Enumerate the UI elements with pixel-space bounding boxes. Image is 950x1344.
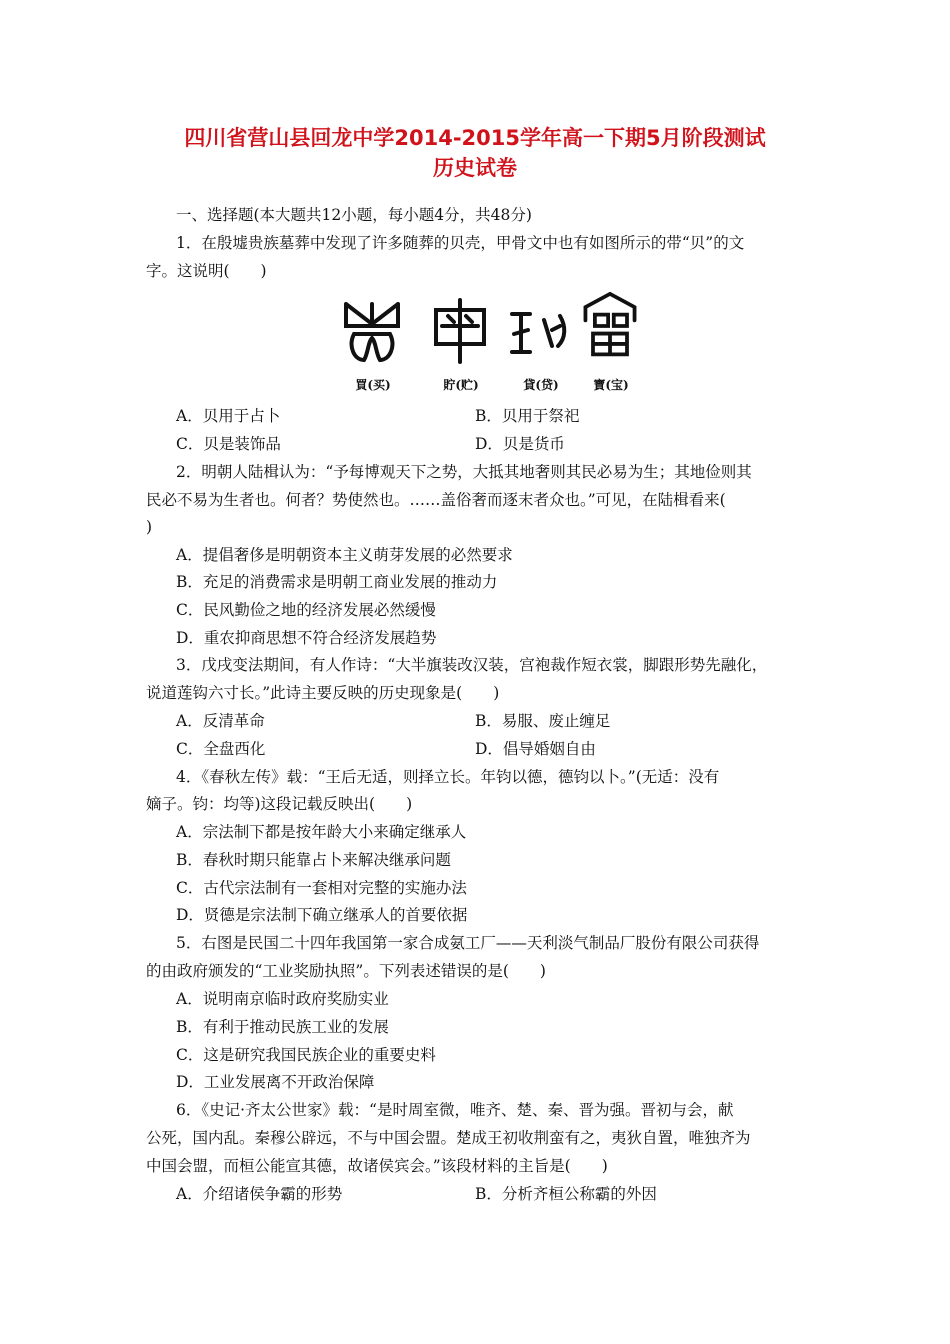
q3-option-d: D．倡导婚姻自由 bbox=[475, 740, 596, 758]
q2-option-b: B．充足的消费需求是明朝工商业发展的推动力 bbox=[176, 573, 498, 591]
figure-caption-bao: 寶(宝) bbox=[593, 378, 629, 392]
q1-option-c: C．贝是装饰品 bbox=[176, 435, 281, 453]
q5-option-d: D．工业发展离不开政治保障 bbox=[176, 1073, 375, 1091]
exam-title-line2: 历史试卷 bbox=[433, 156, 517, 180]
figure-caption-dai: 貸(贷) bbox=[523, 378, 559, 392]
q2-line1: 2．明朝人陆楫认为：“予每博观天下之势，大抵其地奢则其民必易为生；其地俭则其 bbox=[176, 463, 752, 481]
q6-option-a: A．介绍诸侯争霸的形势 bbox=[176, 1185, 343, 1203]
q6-line2: 公死，国内乱。秦穆公辟远，不与中国会盟。楚成王初收荆蛮有之，夷狄自置，唯独齐为 bbox=[146, 1129, 751, 1147]
q5-option-c: C．这是研究我国民族企业的重要史料 bbox=[176, 1046, 436, 1064]
q3-line1: 3．戊戌变法期间，有人作诗：“大半旗装改汉装，宫袍裁作短衣裳，脚跟形势先融化， bbox=[176, 656, 768, 674]
section-heading: 一、选择题(本大题共12小题，每小题4分，共48分) bbox=[176, 206, 532, 224]
q3-option-b: B．易服、废止缠足 bbox=[475, 712, 611, 730]
q4-line2: 嫡子。钧：均等)这段记载反映出( ) bbox=[146, 795, 413, 813]
q1-option-a: A．贝用于占卜 bbox=[176, 407, 281, 425]
q3-line2: 说道莲钩六寸长。”此诗主要反映的历史现象是( ) bbox=[146, 684, 500, 702]
q1-option-d: D．贝是货币 bbox=[475, 435, 565, 453]
q4-option-d: D．贤德是宗法制下确立继承人的首要依据 bbox=[176, 906, 468, 924]
q6-line3: 中国会盟，而桓公能宣其德，故诸侯宾会。”该段材料的主旨是( ) bbox=[146, 1157, 608, 1175]
oracle-mai-glyph bbox=[340, 298, 404, 366]
q2-option-d: D．重农抑商思想不符合经济发展趋势 bbox=[176, 629, 437, 647]
q2-line2: 民必不易为生者也。何者？势使然也。……盖俗奢而逐末者众也。”可见，在陆楫看来( bbox=[146, 491, 726, 509]
q2-option-c: C．民风勤俭之地的经济发展必然缓慢 bbox=[176, 601, 436, 619]
q4-option-b: B．春秋时期只能靠占卜来解决继承问题 bbox=[176, 851, 451, 869]
q6-option-b: B．分析齐桓公称霸的外因 bbox=[475, 1185, 657, 1203]
q4-option-a: A．宗法制下都是按年龄大小来确定继承人 bbox=[176, 823, 467, 841]
q5-line1: 5．右图是民国二十四年我国第一家合成氨工厂——天利淡气制品厂股份有限公司获得 bbox=[176, 934, 760, 952]
q6-line1: 6．《史记·齐太公世家》载：“是时周室微，唯齐、楚、秦、晋为强。晋初与会，献 bbox=[176, 1101, 734, 1119]
q5-line2: 的由政府颁发的“工业奖励执照”。下列表述错误的是( ) bbox=[146, 962, 546, 980]
q5-option-b: B．有利于推动民族工业的发展 bbox=[176, 1018, 389, 1036]
oracle-bao-glyph bbox=[578, 292, 642, 360]
q1-option-b: B．贝用于祭祀 bbox=[475, 407, 580, 425]
q5-option-a: A．说明南京临时政府奖励实业 bbox=[176, 990, 389, 1008]
q3-option-a: A．反清革命 bbox=[176, 712, 265, 730]
figure-caption-mai: 買(买) bbox=[355, 378, 391, 392]
q2-line3: ) bbox=[146, 518, 153, 536]
oracle-bone-figure bbox=[330, 290, 650, 400]
q3-option-c: C．全盘西化 bbox=[176, 740, 266, 758]
q1-line2: 字。这说明( ) bbox=[146, 262, 267, 280]
oracle-dai-glyph bbox=[508, 300, 572, 368]
q2-option-a: A．提倡奢侈是明朝资本主义萌芽发展的必然要求 bbox=[176, 546, 513, 564]
q4-line1: 4．《春秋左传》载：“王后无适，则择立长。年钧以德，德钧以卜。”(无适：没有 bbox=[176, 768, 720, 786]
q4-option-c: C．古代宗法制有一套相对完整的实施办法 bbox=[176, 879, 467, 897]
q1-line1: 1．在殷墟贵族墓葬中发现了许多随葬的贝壳，甲骨文中也有如图所示的带“贝”的文 bbox=[176, 234, 745, 252]
oracle-zhu-glyph bbox=[428, 296, 492, 364]
exam-title-line1: 四川省营山县回龙中学2014-2015学年高一下期5月阶段测试 bbox=[184, 126, 766, 150]
figure-caption-zhu: 貯(贮) bbox=[443, 378, 479, 392]
